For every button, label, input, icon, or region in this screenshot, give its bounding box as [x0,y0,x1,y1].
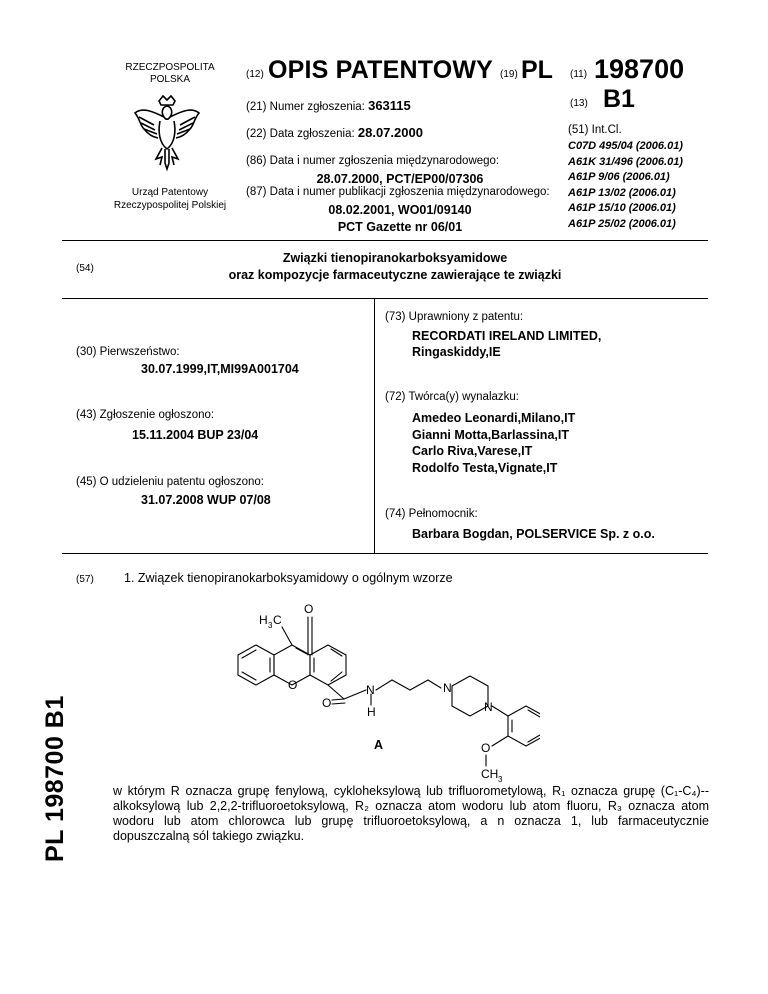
eagle-emblem-icon [132,93,202,173]
int-cl-item: A61P 25/02 (2006.01) [568,217,676,230]
app-pub-value: 15.11.2004 BUP 23/04 [132,428,259,442]
kind-code: B1 [603,85,635,113]
claim-code: (57) [76,574,94,585]
atom-h3c-sub: 3 [268,621,273,630]
atom-o-carbonyl: O [304,602,314,616]
intl-filing: 28.07.2000, PCT/EP00/07306 [316,172,484,186]
divider [62,298,708,299]
app-pub-label: (43) Zgłoszenie ogłoszono: [76,409,215,421]
atom-n-amide: N [366,683,375,697]
grant-pub-value: 31.07.2008 WUP 07/08 [141,493,271,507]
country-name: RZECZPOSPOLITA POLSKA [125,62,215,85]
atom-o-amide: O [322,696,332,710]
inventors-label: (72) Twórca(y) wynalazku: [385,391,519,403]
intl-pub-label: (87) Data i numer publikacji zgłoszenia międzynarodowego: [246,186,550,198]
atom-n-piperazine-1: N [443,681,452,695]
chemical-structure-diagram [220,592,540,787]
application-number-row: (21) Numer zgłoszenia: 363115 [246,98,411,113]
attorney: Barbara Bogdan, POLSERVICE Sp. z o.o. [412,527,655,541]
inventors-list [412,410,575,476]
intl-pub: 08.02.2001, WO01/09140 [328,203,472,217]
country-code: PL [521,56,553,84]
claim-text: w którym R oznacza grupę fenylową, cykloheksylową lub trifluorometylową, R₁ oznacza grupę (C₁-C₄)--alkoksylową lub 2,2,2-trifluoroetoksylową, R₂ oznacza atom wodoru lub atom fluoru, R₃ oznacza atom wodoru lub atom chlorowca lub grupę trifluoroetoksylową, a n oznacza 1, lub farmaceutycznie dopuszczalną sól takiego związku. [113,784,709,843]
atom-ch3-c: CH [481,767,499,781]
atom-ch3-sub: 3 [498,775,503,784]
benzo-ring [310,645,346,685]
priority-label: (30) Pierwszeństwo: [76,346,180,358]
title-code: (54) [76,263,94,274]
inventor: Amedeo Leonardi,Milano,IT [412,411,576,425]
atom-o-ring: O [288,678,298,692]
int-cl-item: A61P 15/10 (2006.01) [568,202,676,214]
claim-intro: 1. Związek tienopiranokarboksyamidowy o ogólnym wzorze [124,571,453,585]
int-cl-item: C07D 495/04 (2006.01) [568,140,683,152]
holder-label: (73) Uprawniony z patentu: [385,311,524,323]
code-13: (13) [570,98,588,109]
document-type: OPIS PATENTOWY [268,56,494,84]
int-cl-list [568,139,683,232]
formula-label: A [374,738,384,752]
code-11: (11) [570,69,588,80]
atom-o-methoxy: O [481,741,491,755]
application-number: 363115 [368,98,411,113]
filing-date-row: (22) Data zgłoszenia: 28.07.2000 [246,125,423,140]
column-divider [374,298,375,553]
code-12: (12) [246,69,264,80]
phenyl-ring [238,645,274,685]
methoxyphenyl-ring [508,706,540,746]
int-cl-item: A61K 31/496 (2006.01) [568,155,683,168]
attorney-label: (74) Pełnomocnik: [385,508,478,520]
patent-number: 198700 [594,54,685,84]
side-patent-label: PL 198700 B1 [41,695,69,862]
int-cl-item: A61P 13/02 (2006.01) [568,186,676,199]
inventor: Rodolfo Testa,Vignate,IT [412,460,558,475]
patent-title: Związki tienopiranokarboksyamidowe oraz kompozycje farmaceutyczne zawierające te związki [228,251,562,282]
grant-pub-label: (45) O udzieleniu patentu ogłoszono: [76,476,264,488]
atom-h3c-c: C [273,613,282,627]
int-cl-item: A61P 9/06 (2006.01) [568,171,670,183]
patent-office-name: Urząd Patentowy Rzeczypospolitej Polskiej [113,187,227,211]
piperazine-ring [452,676,488,716]
intl-filing-label: (86) Data i numer zgłoszenia międzynarodowego: [246,155,500,167]
priority-value: 30.07.1999,IT,MI99A001704 [141,362,299,376]
patent-holder: RECORDATI IRELAND LIMITED, Ringaskiddy,IE [412,329,602,359]
gazette: PCT Gazette nr 06/01 [337,220,463,234]
int-cl-label: (51) Int.Cl. [568,124,622,136]
code-19: (19) [500,69,518,80]
filing-date: 28.07.2000 [357,125,423,140]
inventor: Carlo Riva,Varese,IT [412,444,533,458]
inventor: Gianni Motta,Barlassina,IT [412,427,569,442]
atom-n-piperazine-2: N [484,700,493,714]
divider [62,240,708,241]
divider [62,553,708,554]
atom-h3c-h: H [259,613,268,627]
atom-h-amide: H [367,705,376,719]
